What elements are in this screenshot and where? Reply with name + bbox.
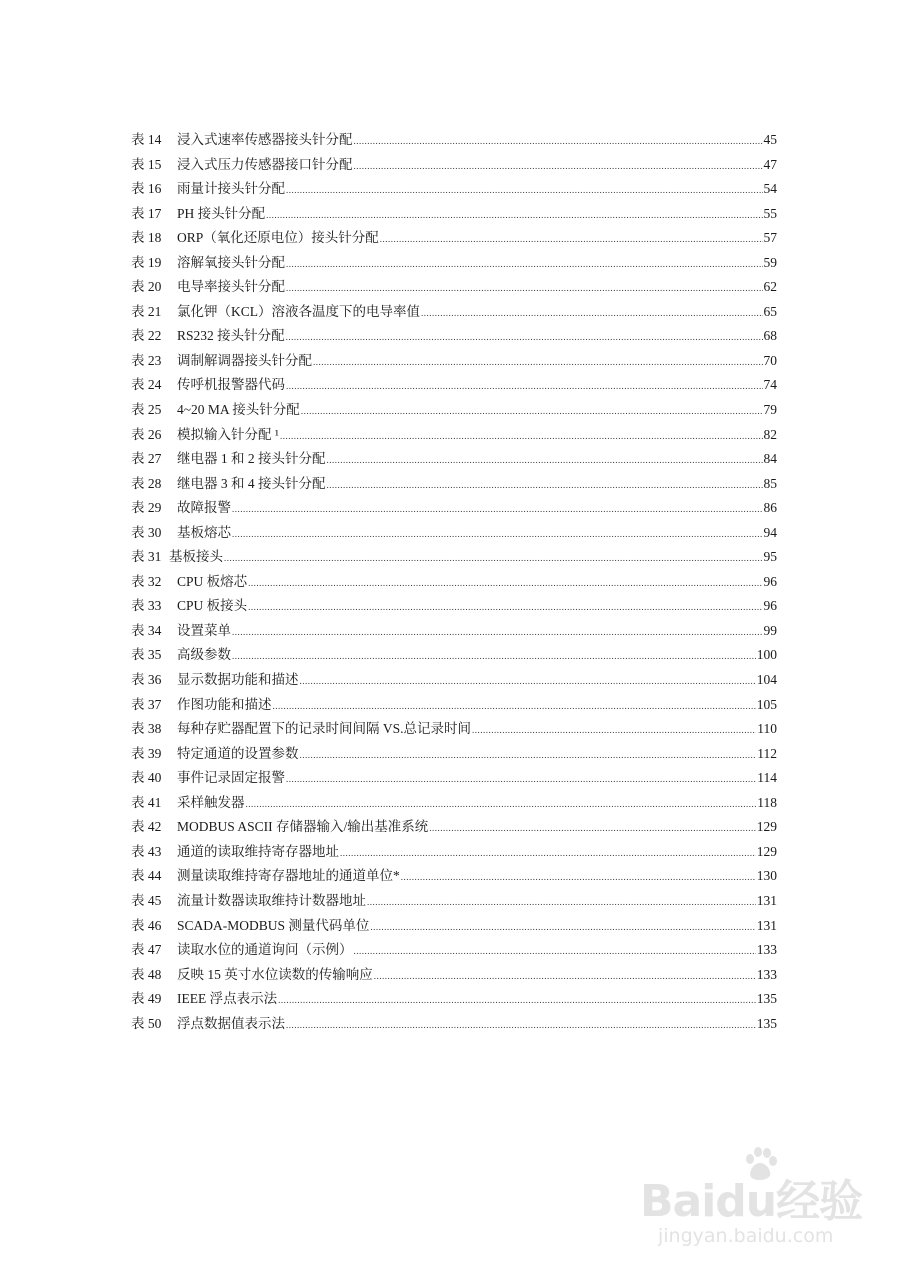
toc-entry[interactable] <box>131 645 777 670</box>
toc-entry-index: 50 <box>147 1015 162 1031</box>
toc-entry[interactable] <box>131 400 777 425</box>
toc-entry-title: 特定通道的设置参数 <box>177 745 299 761</box>
toc-entry-index: 29 <box>147 500 162 516</box>
toc-entry-page: 131 <box>756 917 777 933</box>
list-of-tables <box>131 130 777 1038</box>
toc-entry-prefix: 表 <box>131 451 145 467</box>
toc-entry-title: 测量读取维持寄存器地址的通道单位* <box>177 868 400 884</box>
toc-entry-page: 62 <box>763 279 777 295</box>
toc-entry-title: 调制解调器接头针分配 <box>177 352 312 368</box>
toc-entry[interactable] <box>131 866 777 891</box>
toc-entry-title: 设置菜单 <box>177 622 231 638</box>
toc-entry-page: 96 <box>763 573 777 589</box>
toc-entry-number <box>131 400 177 420</box>
toc-entry-page: 100 <box>756 647 777 663</box>
dot-leader <box>429 818 755 838</box>
toc-entry-number <box>131 326 177 346</box>
dot-leader <box>327 450 763 470</box>
dot-leader <box>300 671 756 691</box>
toc-entry-index: 34 <box>147 622 162 638</box>
toc-entry-title: ORP（氧化还原电位）接头针分配 <box>177 230 379 246</box>
toc-entry[interactable] <box>131 425 777 450</box>
toc-entry-index: 25 <box>147 402 162 418</box>
toc-entry-index: 28 <box>147 475 162 491</box>
toc-entry-page: 59 <box>763 254 777 270</box>
toc-entry-index: 47 <box>147 942 162 958</box>
toc-entry-title: CPU 板熔芯 <box>177 573 248 589</box>
toc-entry-prefix: 表 <box>131 156 145 172</box>
toc-entry-page: 135 <box>756 991 777 1007</box>
toc-entry-page: 110 <box>757 721 777 737</box>
toc-entry-title: 浸入式压力传感器接口针分配 <box>177 156 353 172</box>
toc-entry-page: 95 <box>763 549 777 565</box>
toc-entry-title: 雨量计接头针分配 <box>177 181 285 197</box>
toc-entry-number <box>131 1014 177 1034</box>
toc-entry-page: 129 <box>756 819 777 835</box>
dot-leader <box>248 573 762 593</box>
toc-entry-prefix: 表 <box>131 721 145 737</box>
toc-entry[interactable] <box>131 474 777 499</box>
toc-entry[interactable] <box>131 351 777 376</box>
dot-leader <box>286 254 763 274</box>
toc-entry-page: 57 <box>763 230 777 246</box>
toc-entry[interactable] <box>131 842 777 867</box>
dot-leader <box>232 524 763 544</box>
toc-entry-index: 16 <box>147 181 162 197</box>
toc-entry-index: 46 <box>147 917 162 933</box>
toc-entry-number <box>131 523 177 543</box>
toc-entry-prefix: 表 <box>131 672 145 688</box>
dot-leader <box>273 696 756 716</box>
toc-entry-page: 129 <box>756 843 777 859</box>
toc-entry-number <box>131 130 177 150</box>
toc-entry-index: 26 <box>147 426 162 442</box>
toc-entry-number <box>131 744 177 764</box>
toc-entry[interactable] <box>131 302 777 327</box>
toc-entry[interactable] <box>131 155 777 180</box>
toc-entry-number <box>131 498 177 518</box>
toc-entry-number <box>131 768 177 788</box>
toc-entry-number <box>131 596 177 616</box>
toc-entry-index: 20 <box>147 279 162 295</box>
toc-entry-index: 31 <box>147 549 162 565</box>
toc-entry-page: 114 <box>757 770 777 786</box>
toc-entry[interactable] <box>131 498 777 523</box>
toc-entry-title: 基板接头 <box>169 549 223 565</box>
dot-leader <box>286 278 763 298</box>
toc-entry-title: 电导率接头针分配 <box>177 279 285 295</box>
toc-entry[interactable] <box>131 965 777 990</box>
toc-entry-prefix: 表 <box>131 303 145 319</box>
toc-entry-title: RS232 接头针分配 <box>177 328 285 344</box>
toc-entry-prefix: 表 <box>131 917 145 933</box>
toc-entry-prefix: 表 <box>131 475 145 491</box>
dot-leader <box>286 327 763 347</box>
toc-entry-number <box>131 277 177 297</box>
toc-entry-title: 事件记录固定报警 <box>177 770 285 786</box>
toc-entry-page: 47 <box>763 156 777 172</box>
dot-leader <box>401 867 756 887</box>
toc-entry-page: 68 <box>763 328 777 344</box>
toc-entry[interactable] <box>131 130 777 155</box>
toc-entry-page: 133 <box>756 966 777 982</box>
toc-entry-number <box>131 572 177 592</box>
toc-entry-page: 84 <box>763 451 777 467</box>
toc-entry-number <box>131 449 177 469</box>
watermark-url: jingyan.baidu.com <box>658 1225 834 1247</box>
toc-entry-number <box>131 965 177 985</box>
toc-entry-prefix: 表 <box>131 352 145 368</box>
toc-entry[interactable] <box>131 253 777 278</box>
toc-entry[interactable] <box>131 744 777 769</box>
toc-entry-page: 79 <box>763 402 777 418</box>
toc-entry-title: 每种存贮器配置下的记录时间间隔 VS.总记录时间 <box>177 721 472 737</box>
toc-entry-title: 氯化钾（KCL）溶液各温度下的电导率值 <box>177 303 420 319</box>
toc-entry-page: 118 <box>757 794 777 810</box>
toc-entry-number <box>131 302 177 322</box>
toc-entry-index: 18 <box>147 230 162 246</box>
toc-entry-title: PH 接头针分配 <box>177 205 266 221</box>
toc-entry-number <box>131 375 177 395</box>
toc-entry-title: 读取水位的通道询问（示例） <box>177 942 353 958</box>
dot-leader <box>313 352 763 372</box>
toc-entry-index: 21 <box>147 303 162 319</box>
dot-leader <box>301 401 763 421</box>
toc-entry-page: 74 <box>763 377 777 393</box>
toc-entry-index: 42 <box>147 819 162 835</box>
toc-entry[interactable] <box>131 1014 777 1039</box>
toc-entry-number <box>131 351 177 371</box>
toc-entry-page: 70 <box>763 352 777 368</box>
toc-entry[interactable] <box>131 719 777 744</box>
toc-entry[interactable] <box>131 989 777 1014</box>
toc-entry-prefix: 表 <box>131 794 145 810</box>
toc-entry-number <box>131 474 177 494</box>
toc-entry-prefix: 表 <box>131 254 145 270</box>
dot-leader <box>370 917 755 937</box>
toc-entry-index: 14 <box>147 132 162 147</box>
toc-entry-number <box>131 817 177 837</box>
toc-entry-number <box>131 891 177 911</box>
toc-entry-prefix: 表 <box>131 377 145 393</box>
toc-entry[interactable] <box>131 670 777 695</box>
dot-leader <box>374 966 756 986</box>
toc-entry-prefix: 表 <box>131 573 145 589</box>
toc-entry-title: 通道的读取维持寄存器地址 <box>177 843 339 859</box>
dot-leader <box>367 892 756 912</box>
toc-entry-page: 96 <box>763 598 777 614</box>
toc-entry-prefix: 表 <box>131 696 145 712</box>
toc-entry-number <box>131 916 177 936</box>
toc-entry-index: 33 <box>147 598 162 614</box>
toc-entry-prefix: 表 <box>131 205 145 221</box>
toc-entry-index: 17 <box>147 205 162 221</box>
toc-entry-number <box>131 645 177 665</box>
toc-entry[interactable] <box>131 817 777 842</box>
dot-leader <box>232 499 763 519</box>
dot-leader <box>300 745 757 765</box>
dot-leader <box>286 769 756 789</box>
toc-entry-prefix: 表 <box>131 500 145 516</box>
toc-entry[interactable] <box>131 204 777 229</box>
baidu-watermark <box>640 1165 880 1265</box>
toc-entry[interactable] <box>131 547 777 572</box>
toc-entry-number <box>131 793 177 813</box>
toc-entry-prefix: 表 <box>131 598 145 614</box>
toc-entry-prefix: 表 <box>131 622 145 638</box>
toc-entry-title: 传呼机报警器代码 <box>177 377 285 393</box>
toc-entry[interactable] <box>131 596 777 621</box>
toc-entry[interactable] <box>131 179 777 204</box>
toc-entry-number <box>131 719 177 739</box>
toc-entry-index: 48 <box>147 966 162 982</box>
toc-entry-page: 133 <box>756 942 777 958</box>
toc-entry-index: 32 <box>147 573 162 589</box>
toc-entry-index: 49 <box>147 991 162 1007</box>
dot-leader <box>354 156 763 176</box>
toc-entry-title: 高级参数 <box>177 647 231 663</box>
toc-entry-prefix: 表 <box>131 524 145 540</box>
toc-entry-index: 41 <box>147 794 162 810</box>
toc-entry-number <box>131 204 177 224</box>
toc-entry-page: 54 <box>763 181 777 197</box>
dot-leader <box>232 646 756 666</box>
toc-entry-prefix: 表 <box>131 770 145 786</box>
toc-entry-page: 85 <box>763 475 777 491</box>
dot-leader <box>266 205 762 225</box>
dot-leader <box>421 303 763 323</box>
toc-entry-prefix: 表 <box>131 181 145 197</box>
toc-entry[interactable] <box>131 572 777 597</box>
toc-entry-title: 显示数据功能和描述 <box>177 672 299 688</box>
toc-entry-page: 65 <box>763 303 777 319</box>
toc-entry[interactable] <box>131 940 777 965</box>
dot-leader <box>278 990 756 1010</box>
toc-entry-number <box>131 695 177 715</box>
toc-entry-prefix: 表 <box>131 328 145 344</box>
toc-entry-title: 反映 15 英寸水位读数的传输响应 <box>177 966 373 982</box>
watermark-logo: Baidu经验 <box>640 1176 863 1227</box>
toc-entry[interactable] <box>131 228 777 253</box>
toc-entry-prefix: 表 <box>131 132 145 147</box>
toc-entry-prefix: 表 <box>131 426 145 442</box>
toc-entry-prefix: 表 <box>131 402 145 418</box>
toc-entry-page: 94 <box>763 524 777 540</box>
toc-entry[interactable] <box>131 326 777 351</box>
toc-entry-page: 130 <box>756 868 777 884</box>
toc-entry-index: 30 <box>147 524 162 540</box>
toc-entry-prefix: 表 <box>131 966 145 982</box>
toc-entry-title: 采样触发器 <box>177 794 245 810</box>
toc-entry-title: 继电器 3 和 4 接头针分配 <box>177 475 326 491</box>
toc-entry-number <box>131 989 177 1009</box>
toc-entry-prefix: 表 <box>131 647 145 663</box>
toc-entry[interactable] <box>131 793 777 818</box>
toc-entry[interactable] <box>131 277 777 302</box>
toc-entry[interactable] <box>131 375 777 400</box>
toc-entry-index: 35 <box>147 647 162 663</box>
toc-entry-index: 19 <box>147 254 162 270</box>
dot-leader <box>286 1015 756 1035</box>
dot-leader <box>286 180 763 200</box>
toc-entry-number <box>131 842 177 862</box>
toc-entry-title: 浸入式速率传感器接头针分配 <box>177 132 353 147</box>
toc-entry-title: 基板熔芯 <box>177 524 231 540</box>
toc-entry-page: 112 <box>757 745 777 761</box>
toc-entry-title: 模拟输入针分配 ¹ <box>177 426 279 442</box>
toc-entry-title: 故障报警 <box>177 500 231 516</box>
toc-entry-number <box>131 179 177 199</box>
toc-entry-prefix: 表 <box>131 819 145 835</box>
toc-entry-page: 99 <box>763 622 777 638</box>
toc-entry-number <box>131 621 177 641</box>
toc-entry-page: 82 <box>763 426 777 442</box>
toc-entry-title: 溶解氧接头针分配 <box>177 254 285 270</box>
toc-entry-index: 15 <box>147 156 162 172</box>
toc-entry-index: 36 <box>147 672 162 688</box>
dot-leader <box>248 597 762 617</box>
toc-entry-title: MODBUS ASCII 存储器输入/输出基准系统 <box>177 819 429 835</box>
toc-entry[interactable] <box>131 768 777 793</box>
toc-entry-prefix: 表 <box>131 230 145 246</box>
toc-entry-index: 45 <box>147 892 162 908</box>
toc-entry-number <box>131 228 177 248</box>
toc-entry-index: 43 <box>147 843 162 859</box>
dot-leader <box>246 794 757 814</box>
toc-entry-prefix: 表 <box>131 843 145 859</box>
toc-entry-prefix: 表 <box>131 549 145 565</box>
dot-leader <box>380 229 763 249</box>
toc-entry[interactable] <box>131 621 777 646</box>
toc-entry-title: 4~20 MA 接头针分配 <box>177 402 300 418</box>
toc-entry-index: 44 <box>147 868 162 884</box>
toc-entry-title: 继电器 1 和 2 接头针分配 <box>177 451 326 467</box>
toc-entry-number <box>131 425 177 445</box>
toc-entry[interactable] <box>131 449 777 474</box>
toc-entry-prefix: 表 <box>131 892 145 908</box>
toc-entry-index: 37 <box>147 696 162 712</box>
toc-entry-index: 38 <box>147 721 162 737</box>
toc-entry-index: 22 <box>147 328 162 344</box>
toc-entry-index: 23 <box>147 352 162 368</box>
toc-entry-prefix: 表 <box>131 1015 145 1031</box>
toc-entry-page: 105 <box>756 696 777 712</box>
toc-entry[interactable] <box>131 523 777 548</box>
toc-entry-title: CPU 板接头 <box>177 598 248 614</box>
dot-leader <box>327 475 763 495</box>
toc-entry-page: 55 <box>763 205 777 221</box>
toc-entry-prefix: 表 <box>131 745 145 761</box>
toc-entry[interactable] <box>131 891 777 916</box>
toc-entry-number <box>131 670 177 690</box>
toc-entry[interactable] <box>131 695 777 720</box>
dot-leader <box>286 376 763 396</box>
toc-entry-index: 40 <box>147 770 162 786</box>
dot-leader <box>354 941 756 961</box>
toc-entry-number <box>131 547 169 567</box>
toc-entry-prefix: 表 <box>131 279 145 295</box>
dot-leader <box>232 622 763 642</box>
dot-leader <box>224 548 763 568</box>
toc-entry-number <box>131 155 177 175</box>
dot-leader <box>354 131 763 151</box>
toc-entry-page: 45 <box>763 132 777 147</box>
toc-entry-number <box>131 253 177 273</box>
toc-entry-title: 作图功能和描述 <box>177 696 272 712</box>
toc-entry-number <box>131 940 177 960</box>
toc-entry-index: 27 <box>147 451 162 467</box>
toc-entry-page: 104 <box>756 672 777 688</box>
toc-entry-title: IEEE 浮点表示法 <box>177 991 278 1007</box>
toc-entry-page: 135 <box>756 1015 777 1031</box>
dot-leader <box>472 720 756 740</box>
toc-entry-number <box>131 866 177 886</box>
toc-entry-title: 浮点数据值表示法 <box>177 1015 285 1031</box>
toc-entry-prefix: 表 <box>131 942 145 958</box>
toc-entry-title: SCADA-MODBUS 测量代码单位 <box>177 917 370 933</box>
dot-leader <box>340 843 756 863</box>
toc-entry-title: 流量计数器读取维持计数器地址 <box>177 892 366 908</box>
toc-entry-page: 86 <box>763 500 777 516</box>
dot-leader <box>280 426 763 446</box>
toc-entry-page: 131 <box>756 892 777 908</box>
toc-entry-index: 39 <box>147 745 162 761</box>
toc-entry-prefix: 表 <box>131 991 145 1007</box>
toc-entry-index: 24 <box>147 377 162 393</box>
toc-entry[interactable] <box>131 916 777 941</box>
toc-entry-prefix: 表 <box>131 868 145 884</box>
